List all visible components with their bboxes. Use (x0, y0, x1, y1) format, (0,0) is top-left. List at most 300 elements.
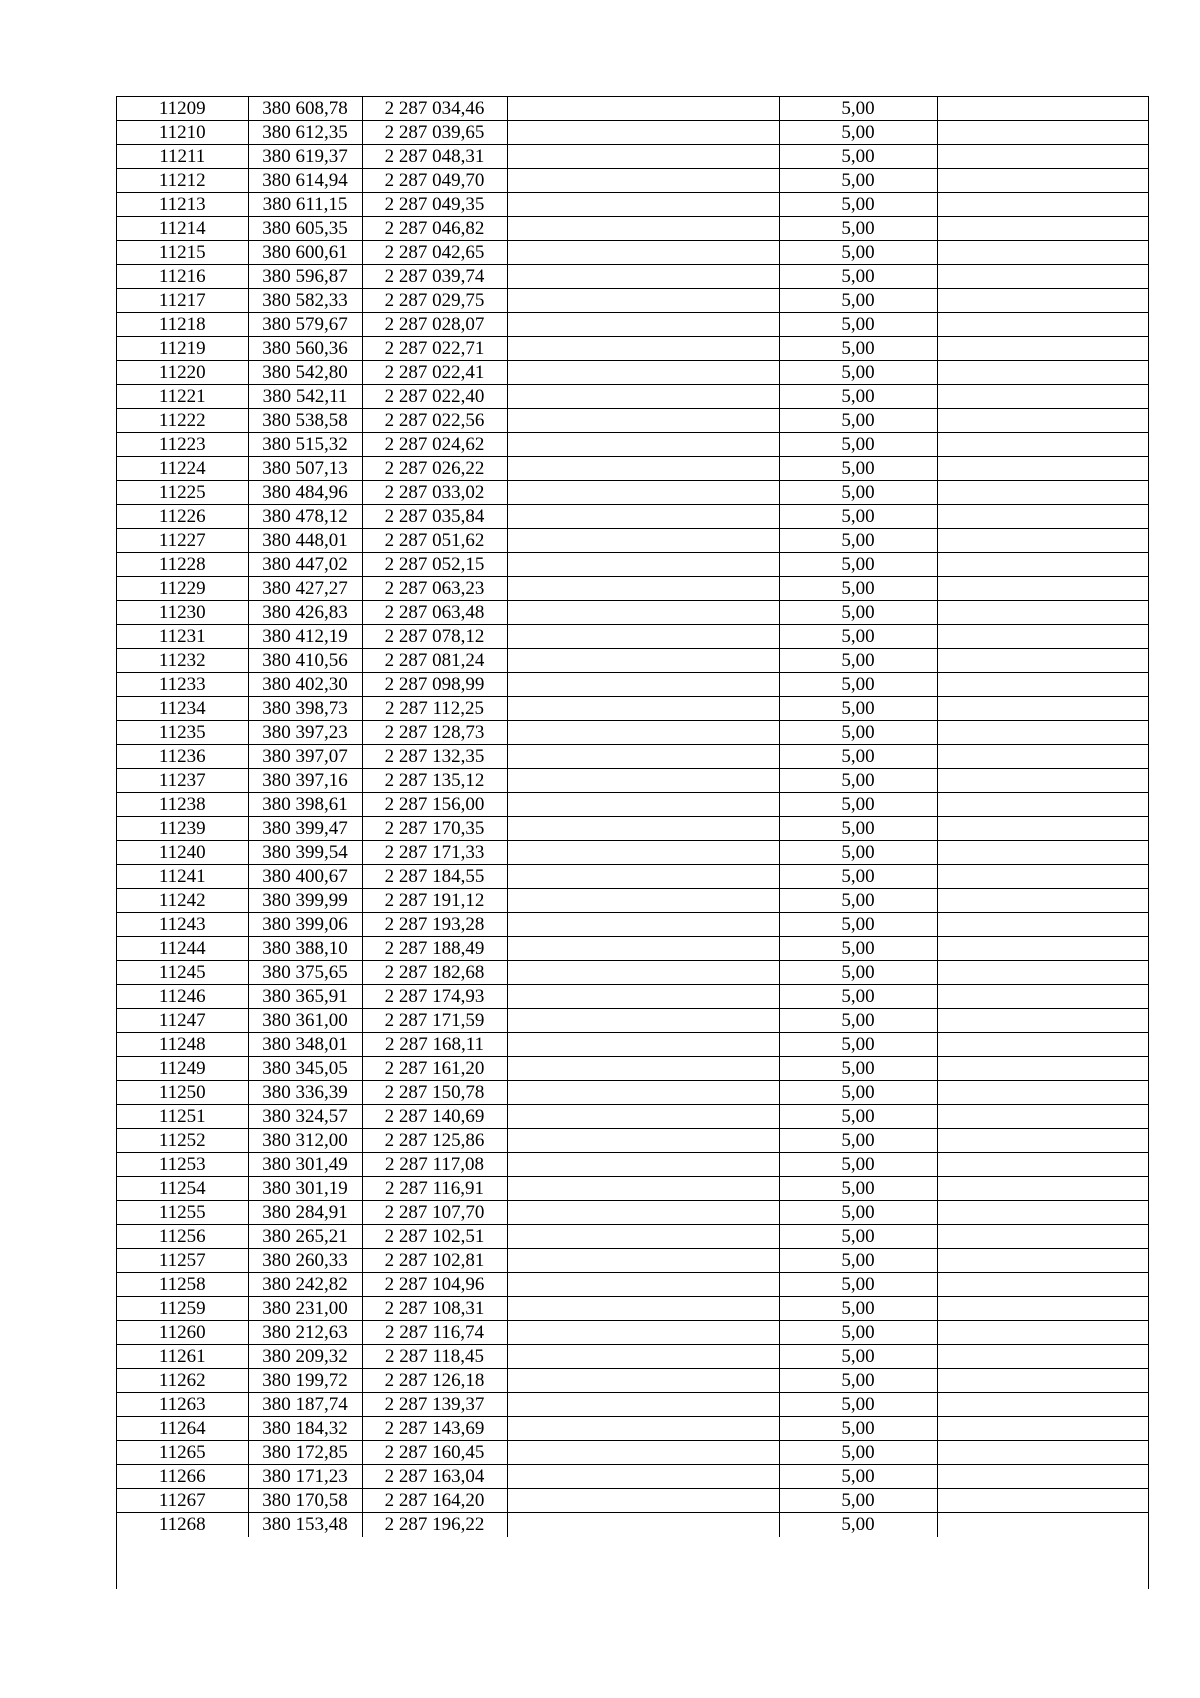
x-coordinate-cell: 380 484,96 (248, 481, 362, 505)
empty-cell (937, 937, 1148, 961)
table-row (117, 217, 1148, 241)
precision-cell: 5,00 (779, 817, 937, 841)
empty-cell (507, 1321, 779, 1345)
point-number-cell: 11224 (117, 457, 248, 481)
x-coordinate-cell: 380 582,33 (248, 289, 362, 313)
empty-cell (507, 1153, 779, 1177)
point-number-cell: 11235 (117, 721, 248, 745)
x-coordinate-cell: 380 560,36 (248, 337, 362, 361)
empty-cell (507, 337, 779, 361)
empty-cell (937, 1393, 1148, 1417)
empty-cell (937, 577, 1148, 601)
precision-cell: 5,00 (779, 1057, 937, 1081)
table-row (117, 721, 1148, 745)
y-coordinate-cell: 2 287 022,41 (362, 361, 507, 385)
precision-cell: 5,00 (779, 961, 937, 985)
precision-cell: 5,00 (779, 145, 937, 169)
point-number-cell: 11239 (117, 817, 248, 841)
x-coordinate-cell: 380 398,61 (248, 793, 362, 817)
precision-cell: 5,00 (779, 337, 937, 361)
empty-cell (937, 697, 1148, 721)
table-row (117, 1057, 1148, 1081)
x-coordinate-cell: 380 427,27 (248, 577, 362, 601)
y-coordinate-cell: 2 287 196,22 (362, 1513, 507, 1537)
empty-cell (937, 745, 1148, 769)
y-coordinate-cell: 2 287 126,18 (362, 1369, 507, 1393)
precision-cell: 5,00 (779, 985, 937, 1009)
x-coordinate-cell: 380 619,37 (248, 145, 362, 169)
y-coordinate-cell: 2 287 188,49 (362, 937, 507, 961)
empty-cell (937, 913, 1148, 937)
y-coordinate-cell: 2 287 164,20 (362, 1489, 507, 1513)
table-row (117, 1489, 1148, 1513)
empty-cell (937, 1201, 1148, 1225)
empty-cell (507, 1297, 779, 1321)
empty-cell (937, 505, 1148, 529)
precision-cell: 5,00 (779, 1417, 937, 1441)
table-row (117, 1465, 1148, 1489)
point-number-cell: 11248 (117, 1033, 248, 1057)
empty-cell (507, 289, 779, 313)
x-coordinate-cell: 380 324,57 (248, 1105, 362, 1129)
precision-cell: 5,00 (779, 1513, 937, 1537)
empty-cell (507, 1105, 779, 1129)
y-coordinate-cell: 2 287 107,70 (362, 1201, 507, 1225)
y-coordinate-cell: 2 287 035,84 (362, 505, 507, 529)
empty-cell (507, 1465, 779, 1489)
y-coordinate-cell: 2 287 039,65 (362, 121, 507, 145)
empty-cell (507, 385, 779, 409)
x-coordinate-cell: 380 345,05 (248, 1057, 362, 1081)
empty-cell (507, 481, 779, 505)
x-coordinate-cell: 380 301,19 (248, 1177, 362, 1201)
empty-cell (507, 889, 779, 913)
y-coordinate-cell: 2 287 117,08 (362, 1153, 507, 1177)
empty-cell (937, 361, 1148, 385)
empty-cell (507, 649, 779, 673)
coordinates-table-frame (116, 96, 1149, 1589)
y-coordinate-cell: 2 287 063,23 (362, 577, 507, 601)
x-coordinate-cell: 380 579,67 (248, 313, 362, 337)
empty-cell (937, 169, 1148, 193)
y-coordinate-cell: 2 287 048,31 (362, 145, 507, 169)
table-row (117, 193, 1148, 217)
x-coordinate-cell: 380 542,80 (248, 361, 362, 385)
table-row (117, 889, 1148, 913)
empty-cell (937, 217, 1148, 241)
y-coordinate-cell: 2 287 024,62 (362, 433, 507, 457)
precision-cell: 5,00 (779, 865, 937, 889)
precision-cell: 5,00 (779, 265, 937, 289)
table-row (117, 1393, 1148, 1417)
table-row (117, 937, 1148, 961)
table-row (117, 145, 1148, 169)
point-number-cell: 11243 (117, 913, 248, 937)
empty-cell (507, 769, 779, 793)
x-coordinate-cell: 380 448,01 (248, 529, 362, 553)
table-row (117, 1033, 1148, 1057)
y-coordinate-cell: 2 287 161,20 (362, 1057, 507, 1081)
x-coordinate-cell: 380 426,83 (248, 601, 362, 625)
table-row (117, 961, 1148, 985)
table-row (117, 1369, 1148, 1393)
precision-cell: 5,00 (779, 1129, 937, 1153)
x-coordinate-cell: 380 542,11 (248, 385, 362, 409)
empty-cell (507, 169, 779, 193)
empty-cell (937, 769, 1148, 793)
y-coordinate-cell: 2 287 139,37 (362, 1393, 507, 1417)
empty-cell (937, 673, 1148, 697)
x-coordinate-cell: 380 397,16 (248, 769, 362, 793)
y-coordinate-cell: 2 287 125,86 (362, 1129, 507, 1153)
empty-cell (507, 721, 779, 745)
empty-cell (507, 1393, 779, 1417)
precision-cell: 5,00 (779, 577, 937, 601)
x-coordinate-cell: 380 284,91 (248, 1201, 362, 1225)
point-number-cell: 11251 (117, 1105, 248, 1129)
point-number-cell: 11238 (117, 793, 248, 817)
x-coordinate-cell: 380 260,33 (248, 1249, 362, 1273)
table-row (117, 769, 1148, 793)
precision-cell: 5,00 (779, 1369, 937, 1393)
empty-cell (507, 1057, 779, 1081)
table-row (117, 529, 1148, 553)
point-number-cell: 11222 (117, 409, 248, 433)
empty-cell (507, 1033, 779, 1057)
table-row (117, 817, 1148, 841)
empty-cell (507, 1369, 779, 1393)
precision-cell: 5,00 (779, 793, 937, 817)
table-row (117, 1249, 1148, 1273)
y-coordinate-cell: 2 287 170,35 (362, 817, 507, 841)
precision-cell: 5,00 (779, 481, 937, 505)
precision-cell: 5,00 (779, 313, 937, 337)
empty-cell (507, 121, 779, 145)
x-coordinate-cell: 380 199,72 (248, 1369, 362, 1393)
y-coordinate-cell: 2 287 116,74 (362, 1321, 507, 1345)
empty-cell (937, 1273, 1148, 1297)
point-number-cell: 11247 (117, 1009, 248, 1033)
precision-cell: 5,00 (779, 553, 937, 577)
empty-cell (937, 721, 1148, 745)
y-coordinate-cell: 2 287 081,24 (362, 649, 507, 673)
point-number-cell: 11211 (117, 145, 248, 169)
point-number-cell: 11218 (117, 313, 248, 337)
point-number-cell: 11258 (117, 1273, 248, 1297)
empty-cell (507, 457, 779, 481)
precision-cell: 5,00 (779, 457, 937, 481)
empty-cell (937, 841, 1148, 865)
point-number-cell: 11215 (117, 241, 248, 265)
y-coordinate-cell: 2 287 171,33 (362, 841, 507, 865)
y-coordinate-cell: 2 287 033,02 (362, 481, 507, 505)
table-row (117, 97, 1148, 121)
empty-cell (937, 1105, 1148, 1129)
table-row (117, 1009, 1148, 1033)
x-coordinate-cell: 380 611,15 (248, 193, 362, 217)
x-coordinate-cell: 380 184,32 (248, 1417, 362, 1441)
empty-cell (937, 97, 1148, 121)
empty-cell (507, 577, 779, 601)
empty-cell (507, 1009, 779, 1033)
precision-cell: 5,00 (779, 1033, 937, 1057)
table-row (117, 241, 1148, 265)
x-coordinate-cell: 380 614,94 (248, 169, 362, 193)
table-row (117, 553, 1148, 577)
precision-cell: 5,00 (779, 769, 937, 793)
point-number-cell: 11227 (117, 529, 248, 553)
point-number-cell: 11249 (117, 1057, 248, 1081)
table-row (117, 1417, 1148, 1441)
table-row (117, 505, 1148, 529)
table-row (117, 625, 1148, 649)
precision-cell: 5,00 (779, 601, 937, 625)
table-row (117, 673, 1148, 697)
table-row (117, 1321, 1148, 1345)
point-number-cell: 11266 (117, 1465, 248, 1489)
point-number-cell: 11220 (117, 361, 248, 385)
empty-cell (937, 1441, 1148, 1465)
empty-cell (937, 1057, 1148, 1081)
point-number-cell: 11261 (117, 1345, 248, 1369)
y-coordinate-cell: 2 287 150,78 (362, 1081, 507, 1105)
empty-cell (937, 1489, 1148, 1513)
empty-cell (507, 97, 779, 121)
x-coordinate-cell: 380 447,02 (248, 553, 362, 577)
y-coordinate-cell: 2 287 168,11 (362, 1033, 507, 1057)
x-coordinate-cell: 380 336,39 (248, 1081, 362, 1105)
y-coordinate-cell: 2 287 184,55 (362, 865, 507, 889)
x-coordinate-cell: 380 301,49 (248, 1153, 362, 1177)
point-number-cell: 11231 (117, 625, 248, 649)
empty-cell (937, 1297, 1148, 1321)
empty-cell (937, 601, 1148, 625)
empty-cell (937, 337, 1148, 361)
table-row (117, 1129, 1148, 1153)
y-coordinate-cell: 2 287 112,25 (362, 697, 507, 721)
y-coordinate-cell: 2 287 128,73 (362, 721, 507, 745)
precision-cell: 5,00 (779, 1465, 937, 1489)
empty-cell (507, 313, 779, 337)
table-row (117, 409, 1148, 433)
x-coordinate-cell: 380 398,73 (248, 697, 362, 721)
empty-cell (937, 1321, 1148, 1345)
empty-cell (507, 1177, 779, 1201)
precision-cell: 5,00 (779, 1393, 937, 1417)
table-row (117, 121, 1148, 145)
table-row (117, 865, 1148, 889)
empty-cell (507, 217, 779, 241)
table-row (117, 697, 1148, 721)
empty-cell (937, 1081, 1148, 1105)
empty-cell (937, 313, 1148, 337)
point-number-cell: 11259 (117, 1297, 248, 1321)
empty-cell (937, 625, 1148, 649)
x-coordinate-cell: 380 187,74 (248, 1393, 362, 1417)
y-coordinate-cell: 2 287 029,75 (362, 289, 507, 313)
precision-cell: 5,00 (779, 673, 937, 697)
empty-cell (937, 1177, 1148, 1201)
x-coordinate-cell: 380 412,19 (248, 625, 362, 649)
empty-cell (507, 1417, 779, 1441)
precision-cell: 5,00 (779, 169, 937, 193)
x-coordinate-cell: 380 209,32 (248, 1345, 362, 1369)
table-row (117, 481, 1148, 505)
empty-cell (937, 1129, 1148, 1153)
empty-cell (507, 697, 779, 721)
y-coordinate-cell: 2 287 193,28 (362, 913, 507, 937)
empty-cell (507, 241, 779, 265)
x-coordinate-cell: 380 153,48 (248, 1513, 362, 1537)
x-coordinate-cell: 380 608,78 (248, 97, 362, 121)
y-coordinate-cell: 2 287 135,12 (362, 769, 507, 793)
x-coordinate-cell: 380 231,00 (248, 1297, 362, 1321)
table-row (117, 1273, 1148, 1297)
table-row (117, 1345, 1148, 1369)
empty-cell (937, 457, 1148, 481)
table-row (117, 1441, 1148, 1465)
empty-cell (507, 601, 779, 625)
point-number-cell: 11212 (117, 169, 248, 193)
point-number-cell: 11254 (117, 1177, 248, 1201)
x-coordinate-cell: 380 170,58 (248, 1489, 362, 1513)
table-row (117, 169, 1148, 193)
y-coordinate-cell: 2 287 191,12 (362, 889, 507, 913)
precision-cell: 5,00 (779, 1009, 937, 1033)
table-row (117, 1105, 1148, 1129)
empty-cell (937, 1009, 1148, 1033)
empty-cell (507, 1201, 779, 1225)
y-coordinate-cell: 2 287 174,93 (362, 985, 507, 1009)
empty-cell (507, 1129, 779, 1153)
empty-cell (937, 817, 1148, 841)
precision-cell: 5,00 (779, 409, 937, 433)
y-coordinate-cell: 2 287 140,69 (362, 1105, 507, 1129)
empty-cell (507, 553, 779, 577)
table-row (117, 385, 1148, 409)
x-coordinate-cell: 380 361,00 (248, 1009, 362, 1033)
table-row (117, 649, 1148, 673)
y-coordinate-cell: 2 287 052,15 (362, 553, 507, 577)
empty-cell (937, 529, 1148, 553)
table-row (117, 601, 1148, 625)
precision-cell: 5,00 (779, 385, 937, 409)
point-number-cell: 11223 (117, 433, 248, 457)
point-number-cell: 11268 (117, 1513, 248, 1537)
table-row (117, 1153, 1148, 1177)
precision-cell: 5,00 (779, 745, 937, 769)
x-coordinate-cell: 380 538,58 (248, 409, 362, 433)
precision-cell: 5,00 (779, 1321, 937, 1345)
y-coordinate-cell: 2 287 039,74 (362, 265, 507, 289)
point-number-cell: 11232 (117, 649, 248, 673)
empty-cell (507, 361, 779, 385)
table-row (117, 793, 1148, 817)
empty-cell (937, 553, 1148, 577)
empty-cell (937, 793, 1148, 817)
empty-cell (507, 961, 779, 985)
point-number-cell: 11214 (117, 217, 248, 241)
x-coordinate-cell: 380 242,82 (248, 1273, 362, 1297)
y-coordinate-cell: 2 287 182,68 (362, 961, 507, 985)
empty-cell (937, 289, 1148, 313)
point-number-cell: 11234 (117, 697, 248, 721)
y-coordinate-cell: 2 287 049,35 (362, 193, 507, 217)
x-coordinate-cell: 380 399,99 (248, 889, 362, 913)
table-row (117, 1297, 1148, 1321)
empty-cell (937, 649, 1148, 673)
x-coordinate-cell: 380 399,47 (248, 817, 362, 841)
x-coordinate-cell: 380 410,56 (248, 649, 362, 673)
x-coordinate-cell: 380 397,07 (248, 745, 362, 769)
empty-cell (937, 985, 1148, 1009)
table-row (117, 841, 1148, 865)
precision-cell: 5,00 (779, 1345, 937, 1369)
x-coordinate-cell: 380 212,63 (248, 1321, 362, 1345)
empty-cell (937, 385, 1148, 409)
point-number-cell: 11229 (117, 577, 248, 601)
empty-cell (507, 937, 779, 961)
point-number-cell: 11221 (117, 385, 248, 409)
precision-cell: 5,00 (779, 505, 937, 529)
point-number-cell: 11245 (117, 961, 248, 985)
point-number-cell: 11260 (117, 1321, 248, 1345)
y-coordinate-cell: 2 287 156,00 (362, 793, 507, 817)
precision-cell: 5,00 (779, 121, 937, 145)
empty-cell (937, 1033, 1148, 1057)
x-coordinate-cell: 380 612,35 (248, 121, 362, 145)
point-number-cell: 11244 (117, 937, 248, 961)
point-number-cell: 11256 (117, 1225, 248, 1249)
y-coordinate-cell: 2 287 078,12 (362, 625, 507, 649)
table-row (117, 745, 1148, 769)
point-number-cell: 11267 (117, 1489, 248, 1513)
point-number-cell: 11262 (117, 1369, 248, 1393)
precision-cell: 5,00 (779, 625, 937, 649)
table-row (117, 313, 1148, 337)
y-coordinate-cell: 2 287 098,99 (362, 673, 507, 697)
y-coordinate-cell: 2 287 171,59 (362, 1009, 507, 1033)
point-number-cell: 11219 (117, 337, 248, 361)
point-number-cell: 11246 (117, 985, 248, 1009)
point-number-cell: 11216 (117, 265, 248, 289)
empty-cell (507, 865, 779, 889)
point-number-cell: 11255 (117, 1201, 248, 1225)
empty-cell (507, 529, 779, 553)
y-coordinate-cell: 2 287 022,56 (362, 409, 507, 433)
empty-cell (507, 985, 779, 1009)
precision-cell: 5,00 (779, 1225, 937, 1249)
empty-cell (507, 1249, 779, 1273)
empty-cell (507, 793, 779, 817)
empty-cell (937, 1345, 1148, 1369)
y-coordinate-cell: 2 287 022,40 (362, 385, 507, 409)
table-row (117, 361, 1148, 385)
empty-cell (507, 745, 779, 769)
y-coordinate-cell: 2 287 118,45 (362, 1345, 507, 1369)
precision-cell: 5,00 (779, 1249, 937, 1273)
x-coordinate-cell: 380 312,00 (248, 1129, 362, 1153)
y-coordinate-cell: 2 287 022,71 (362, 337, 507, 361)
table-row (117, 337, 1148, 361)
precision-cell: 5,00 (779, 697, 937, 721)
empty-cell (507, 1345, 779, 1369)
point-number-cell: 11228 (117, 553, 248, 577)
x-coordinate-cell: 380 375,65 (248, 961, 362, 985)
x-coordinate-cell: 380 397,23 (248, 721, 362, 745)
precision-cell: 5,00 (779, 1297, 937, 1321)
x-coordinate-cell: 380 400,67 (248, 865, 362, 889)
